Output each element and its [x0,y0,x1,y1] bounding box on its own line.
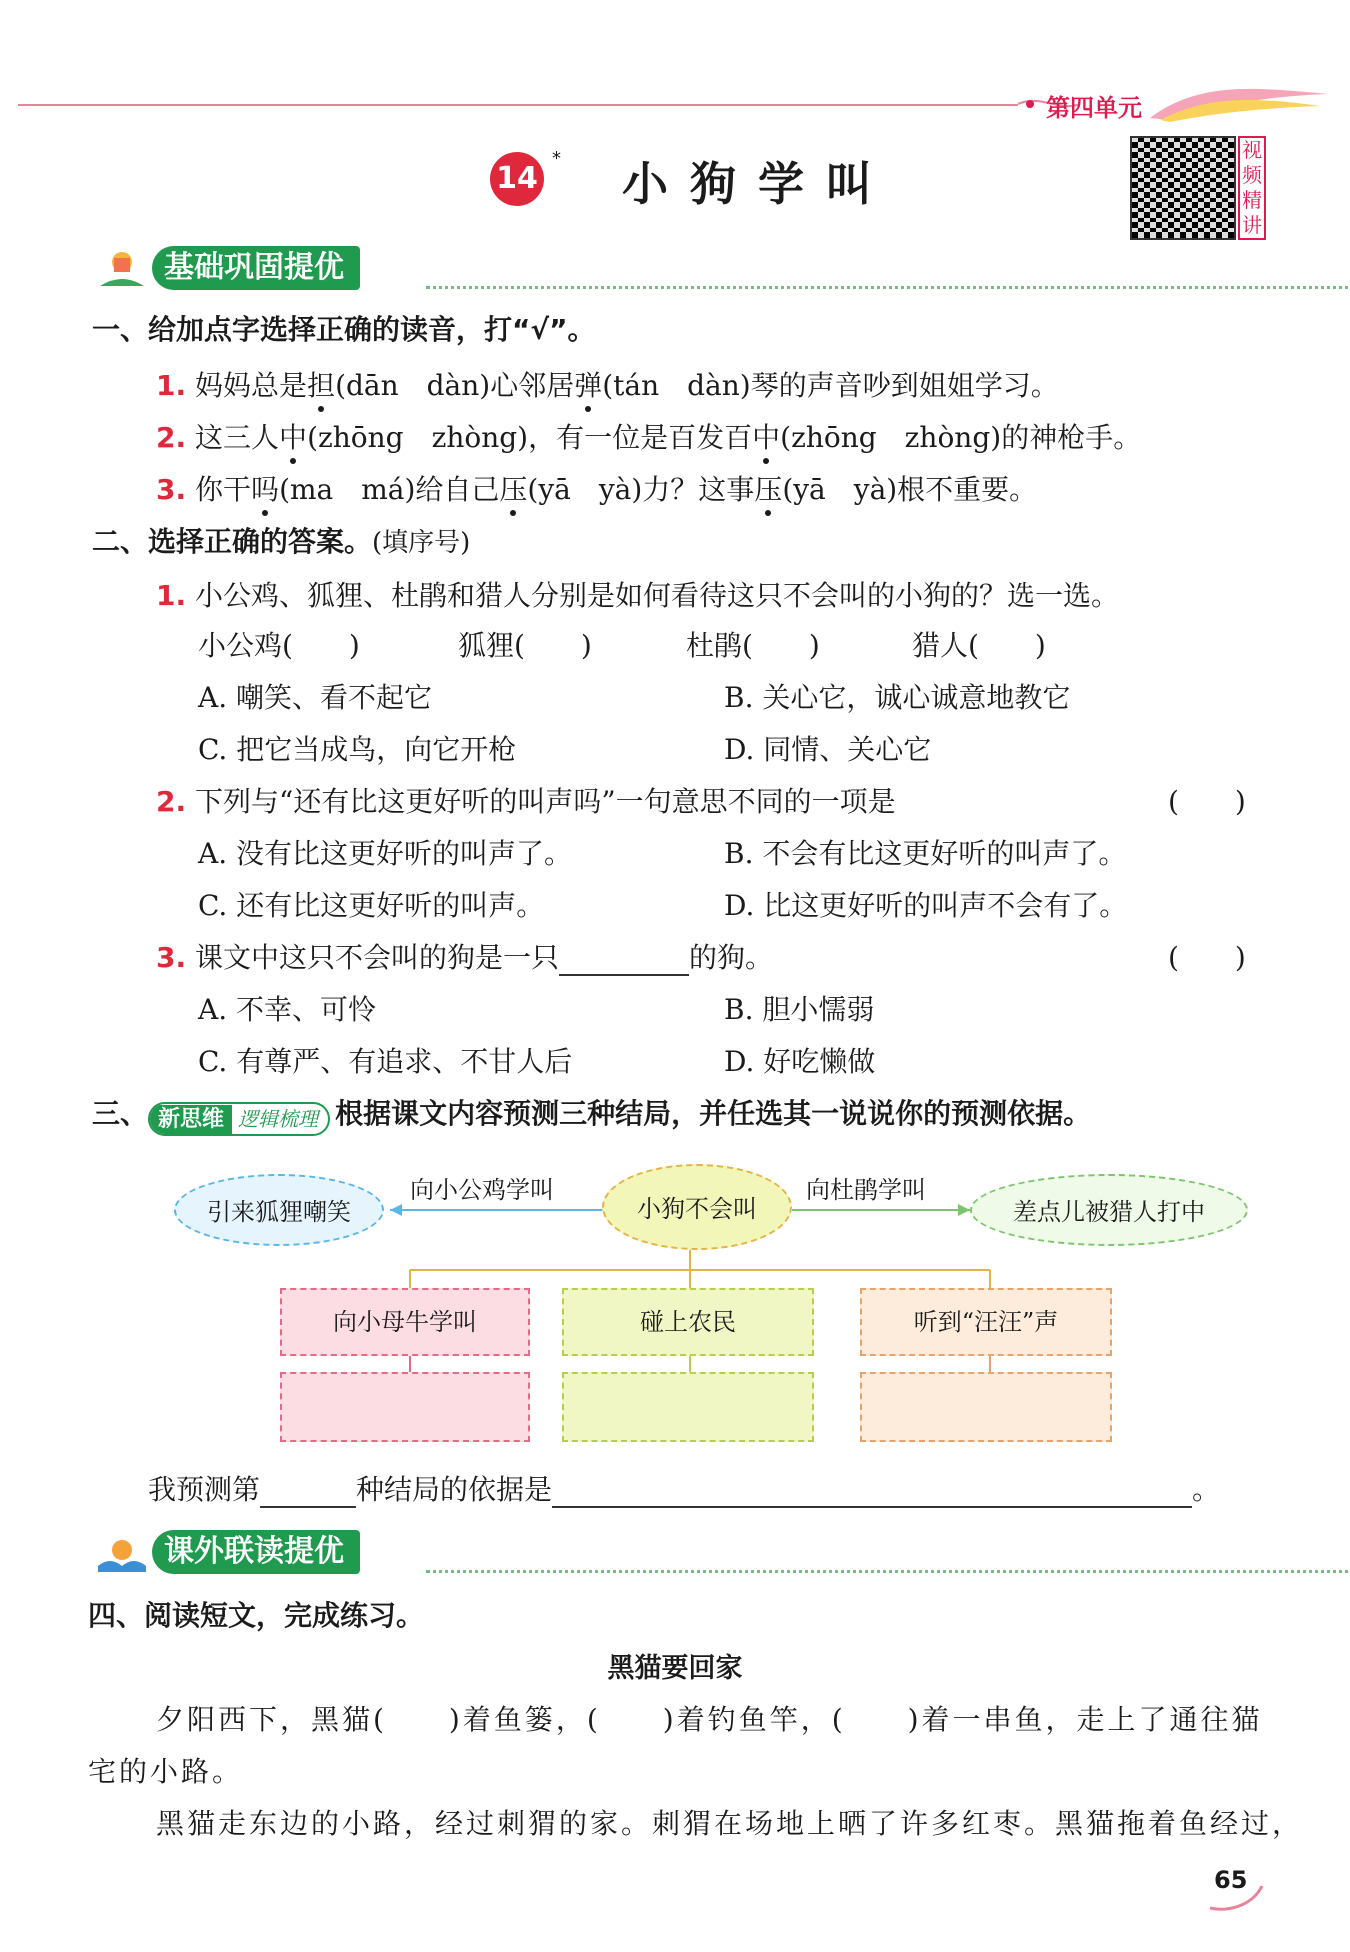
q2-s1-option-c: C. 把它当成鸟，向它开枪 [198,733,517,766]
pinyin-choice[interactable]: (tán dàn)琴的声音吵到姐姐学习。 [602,369,1059,402]
q2-s1-option-a: A. 嘲笑、看不起它 [198,681,433,714]
pinyin-choice[interactable]: (ma má)给自己 [279,473,500,506]
q2-s1-role-2[interactable]: 狐狸( ) [458,629,592,662]
q1-item-3 [156,468,1037,508]
pinyin-choice[interactable]: (yā yà)力？这事 [527,473,755,506]
ending-answer-box-3[interactable] [860,1372,1112,1442]
ending-answer-box-2[interactable] [562,1372,814,1442]
q1-item-2 [156,416,1141,456]
section-header-basic [96,246,1276,290]
q2-s2-option-d: D. 比这更好听的叫声不会有了。 [724,889,1128,922]
answer-text: 我预测第 [148,1473,261,1506]
section-badge-reading: 课外联读提优 [152,1530,360,1574]
section-divider [426,1570,1350,1573]
text: 妈妈总是 [195,369,308,402]
open-book-icon [96,1530,148,1574]
ending-box-2: 碰上农民 [562,1288,814,1356]
page-number: 65 [1214,1866,1248,1894]
q2-s1-option-d: D. 同情、关心它 [724,733,932,766]
left-arrow-label: 向小公鸡学叫 [410,1176,554,1204]
ending-number-blank[interactable] [260,1473,356,1508]
q2-s3-option-a: A. 不幸、可怜 [198,993,377,1026]
lesson-number-badge: 14 [490,152,544,206]
center-oval: 小狗不会叫 [602,1164,792,1250]
q2-title-row [92,520,470,560]
q2-s2-option-a: A. 没有比这更好听的叫声了。 [198,837,573,870]
q1-item-1 [156,364,1059,404]
section-header-reading [96,1530,1276,1574]
fill-blank[interactable] [559,941,689,976]
item-number: 3. [156,941,187,974]
pinyin-choice[interactable]: (zhōng zhòng)的神枪手。 [780,421,1142,454]
item-number: 1. [156,579,187,612]
item-number: 2. [156,785,187,818]
lesson-title: 小狗学叫 [622,157,894,211]
right-result-oval: 差点儿被猎人打中 [970,1174,1248,1246]
item-number: 2. [156,421,187,454]
dotted-char: 弹 [574,369,603,402]
item-number: 3. [156,473,187,506]
q2-s2-option-b: B. 不会有比这更好听的叫声了。 [724,837,1127,870]
question-text: 的狗。 [689,941,774,974]
text: 这三人 [195,421,280,454]
page-swoosh-icon [1208,1872,1264,1912]
lesson-star: * [552,148,561,169]
article-p2: 黑猫走东边的小路，经过刺猬的家。刺猬在场地上晒了许多红枣。黑猫拖着鱼经过， [156,1807,1304,1840]
q2-hint: (填序号) [372,528,471,558]
unit-label: 第四单元 [1046,94,1142,122]
header-rule [18,104,1018,106]
badge-text: 新思维 [150,1105,232,1135]
pinyin-choice[interactable]: (dān dàn)心邻居 [335,369,575,402]
q2-s3-option-c: C. 有尊严、有追求、不甘人后 [198,1045,573,1078]
question-text: 小公鸡、狐狸、杜鹃和猎人分别是如何看待这只不会叫的小狗的？选一选。 [195,579,1120,612]
right-arrow-label: 向杜鹃学叫 [806,1176,926,1204]
q2-s2-answer-paren[interactable]: ( ) [1168,785,1246,818]
dotted-char: 压 [499,473,528,506]
unit-tag [1000,84,1330,124]
q3-title: 根据课文内容预测三种结局，并任选其一说说你的预测依据。 [335,1097,1092,1130]
text: 你干 [195,473,252,506]
pinyin-choice[interactable]: (yā yà)根不重要。 [782,473,1038,506]
dotted-char: 中 [279,421,308,454]
q2-s2-question [156,780,896,820]
new-thinking-badge [148,1102,330,1136]
article-p1: 夕阳西下，黑猫( )着鱼篓，( )着钓鱼竿，( )着一串鱼，走上了通往猫 [156,1703,1263,1736]
article-p1-cont: 宅的小路。 [88,1755,244,1788]
q2-s1-question [156,574,1119,614]
answer-text: 。 [1192,1473,1221,1506]
q2-title: 二、选择正确的答案。 [92,525,373,558]
dotted-char: 压 [754,473,783,506]
dotted-char: 担 [307,369,336,402]
q2-s1-role-4[interactable]: 猎人( ) [912,629,1046,662]
ending-box-3: 听到“汪汪”声 [860,1288,1112,1356]
dotted-char: 中 [752,421,781,454]
left-result-oval: 引来狐狸嘲笑 [174,1174,384,1246]
badge-subtext: 逻辑梳理 [238,1106,319,1131]
reason-blank[interactable] [552,1473,1192,1508]
qr-code-icon[interactable] [1130,136,1236,240]
answer-text: 种结局的依据是 [356,1473,553,1506]
dotted-char: 吗 [251,473,280,506]
item-number: 1. [156,369,187,402]
q2-s1-role-3[interactable]: 杜鹃( ) [686,629,820,662]
q3-prefix: 三、 [92,1097,149,1130]
ending-box-1: 向小母牛学叫 [280,1288,530,1356]
q2-s2-option-c: C. 还有比这更好听的叫声。 [198,889,545,922]
q2-s1-option-b: B. 关心它，诚心诚意地教它 [724,681,1071,714]
qr-label: 视频精讲 [1238,136,1266,240]
q3-title-row [92,1092,1091,1136]
question-text: 下列与“还有比这更好听的叫声吗”一句意思不同的一项是 [195,785,896,818]
pinyin-choice[interactable]: (zhōng zhòng)，有一位是百发百 [307,421,753,454]
q4-title: 四、阅读短文，完成练习。 [88,1599,425,1632]
section-divider [426,286,1350,289]
ending-answer-box-1[interactable] [280,1372,530,1442]
q2-s3-answer-paren[interactable]: ( ) [1168,941,1246,974]
q2-s3-option-b: B. 胆小懦弱 [724,993,875,1026]
q3-answer-line [148,1468,1220,1508]
question-text: 课文中这只不会叫的狗是一只 [195,941,560,974]
q2-s1-role-1[interactable]: 小公鸡( ) [198,629,360,662]
article-title: 黑猫要回家 [607,1653,743,1684]
q1-title: 一、给加点字选择正确的读音，打“√”。 [92,313,596,346]
q2-s3-question [156,936,773,976]
prediction-diagram [170,1160,1260,1450]
q2-s3-option-d: D. 好吃懒做 [724,1045,876,1078]
section-badge-basic: 基础巩固提优 [152,246,360,290]
book-sun-icon [96,246,148,290]
